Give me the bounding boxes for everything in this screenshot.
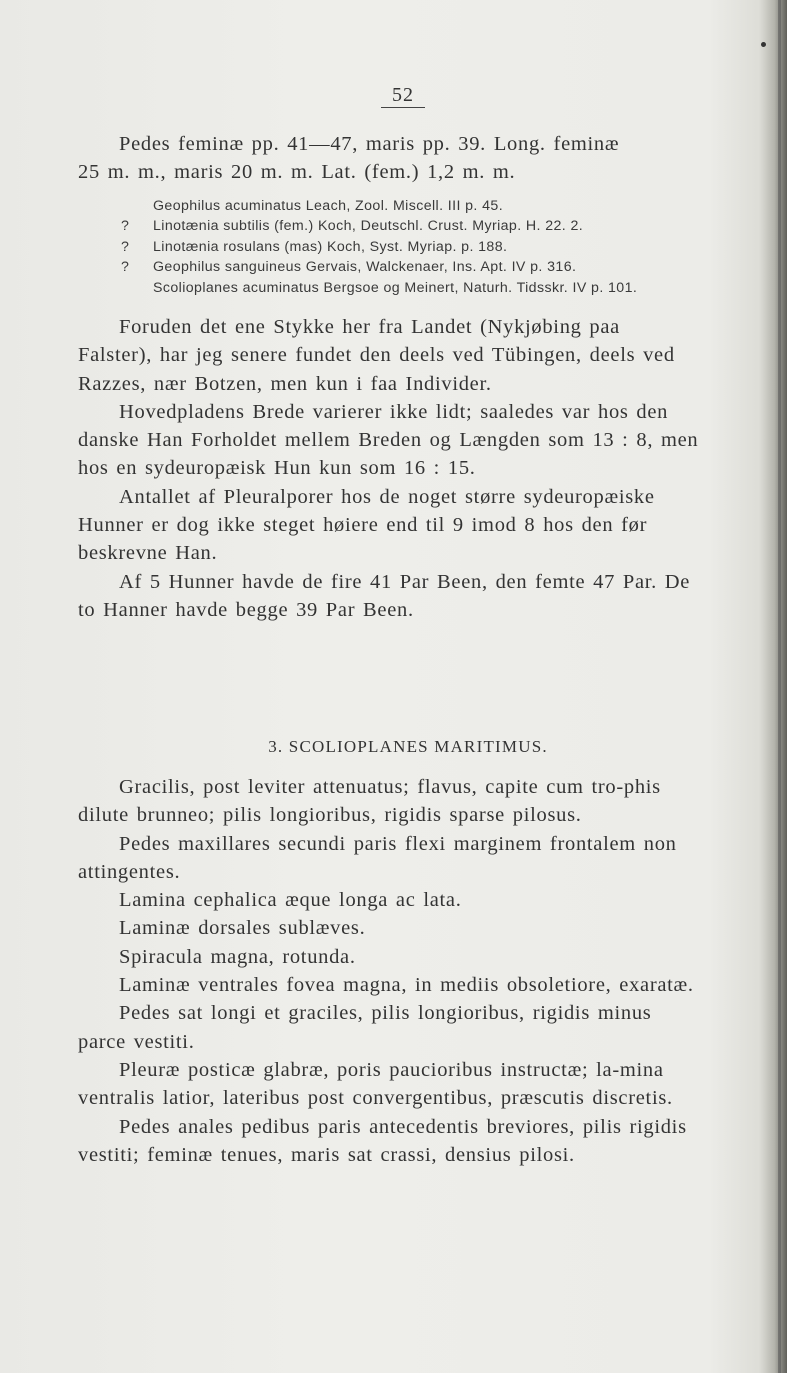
- species-heading: 3. SCOLIOPLANES MARITIMUS.: [268, 737, 548, 756]
- synonym-text: Geophilus acuminatus Leach, Zool. Miscell. III p. 45.: [153, 198, 504, 214]
- margin-mark: [761, 42, 766, 47]
- uncertain-mark: ?: [121, 238, 130, 255]
- danish-remarks: [78, 313, 700, 624]
- synonym-list: [78, 196, 700, 298]
- page-binding-edge: [778, 0, 781, 1373]
- intro-line-2: 25 m. m., maris 20 m. m. Lat. (fem.) 1,2 m. m.: [78, 161, 516, 184]
- intro-block: [78, 130, 700, 187]
- danish-paragraph: Hovedpladens Brede varierer ikke lidt; saaledes var hos den danske Han Forholdet mellem Breden og Længden som 13 : 8, men hos en sydeuropæisk Hun kun som 16 : 15.: [78, 400, 699, 480]
- page-number-underline: [381, 107, 425, 108]
- latin-paragraph: Gracilis, post leviter attenuatus; flavus, capite cum tro-phis dilute brunneo; pilis longioribus, rigidis sparse pilosus.: [78, 776, 661, 827]
- intro-line-1: Pedes feminæ pp. 41—47, maris pp. 39. Long. feminæ: [119, 133, 620, 155]
- danish-paragraph: Af 5 Hunner havde de fire 41 Par Been, den femte 47 Par. De to Hanner havde begge 39 Par Been.: [78, 570, 691, 621]
- synonym-entry: [78, 257, 700, 277]
- latin-description: [78, 773, 700, 1169]
- latin-paragraph: Lamina cephalica æque longa ac lata.: [119, 889, 462, 912]
- uncertain-mark: ?: [121, 259, 130, 276]
- latin-paragraph: Pedes sat longi et graciles, pilis longioribus, rigidis minus parce vestiti.: [78, 1002, 652, 1053]
- latin-paragraph: Pedes maxillares secundi paris flexi marginem frontalem non attingentes.: [78, 832, 677, 883]
- page-edge-shadow: [759, 0, 787, 1373]
- synonym-text: Scolioplanes acuminatus Bergsoe og Meinert, Naturh. Tidsskr. IV p. 101.: [153, 279, 638, 296]
- latin-paragraph: Pleuræ posticæ glabræ, poris paucioribus instructæ; la-mina ventralis latior, lateribus post convergentibus, præscutis discretis.: [78, 1058, 673, 1110]
- synonym-entry: [78, 216, 700, 236]
- page-number: 52: [392, 84, 414, 106]
- synonym-entry: [78, 196, 700, 216]
- synonym-text: Linotænia rosulans (mas) Koch, Syst. Myriap. p. 188.: [153, 238, 508, 255]
- latin-paragraph: Laminæ dorsales sublæves.: [119, 917, 366, 940]
- latin-paragraph: Pedes anales pedibus paris antecedentis breviores, pilis rigidis vestiti; feminæ tenues, maris sat crassi, densius pilosi.: [78, 1115, 687, 1166]
- latin-paragraph: Spiracula magna, rotunda.: [119, 945, 356, 968]
- uncertain-mark: ?: [121, 218, 130, 235]
- danish-paragraph: Foruden det ene Stykke her fra Landet (Nykjøbing paa Falster), har jeg senere fundet den deels ved Tübingen, deels ved Razzes, nær Botzen, men kun i faa Individer.: [78, 316, 675, 395]
- synonym-entry: [78, 237, 700, 257]
- danish-paragraph: Antallet af Pleuralporer hos de noget større sydeuropæiske Hunner er dog ikke steget høiere end til 9 imod 8 hos den før beskrevne Han.: [78, 485, 655, 565]
- synonym-entry: [78, 278, 700, 298]
- synonym-text: Geophilus sanguineus Gervais, Walckenaer, Ins. Apt. IV p. 316.: [153, 259, 577, 276]
- synonym-text: Linotænia subtilis (fem.) Koch, Deutschl. Crust. Myriap. H. 22. 2.: [153, 218, 584, 235]
- latin-paragraph: Laminæ ventrales fovea magna, in mediis obsoletiore, exaratæ.: [119, 974, 694, 997]
